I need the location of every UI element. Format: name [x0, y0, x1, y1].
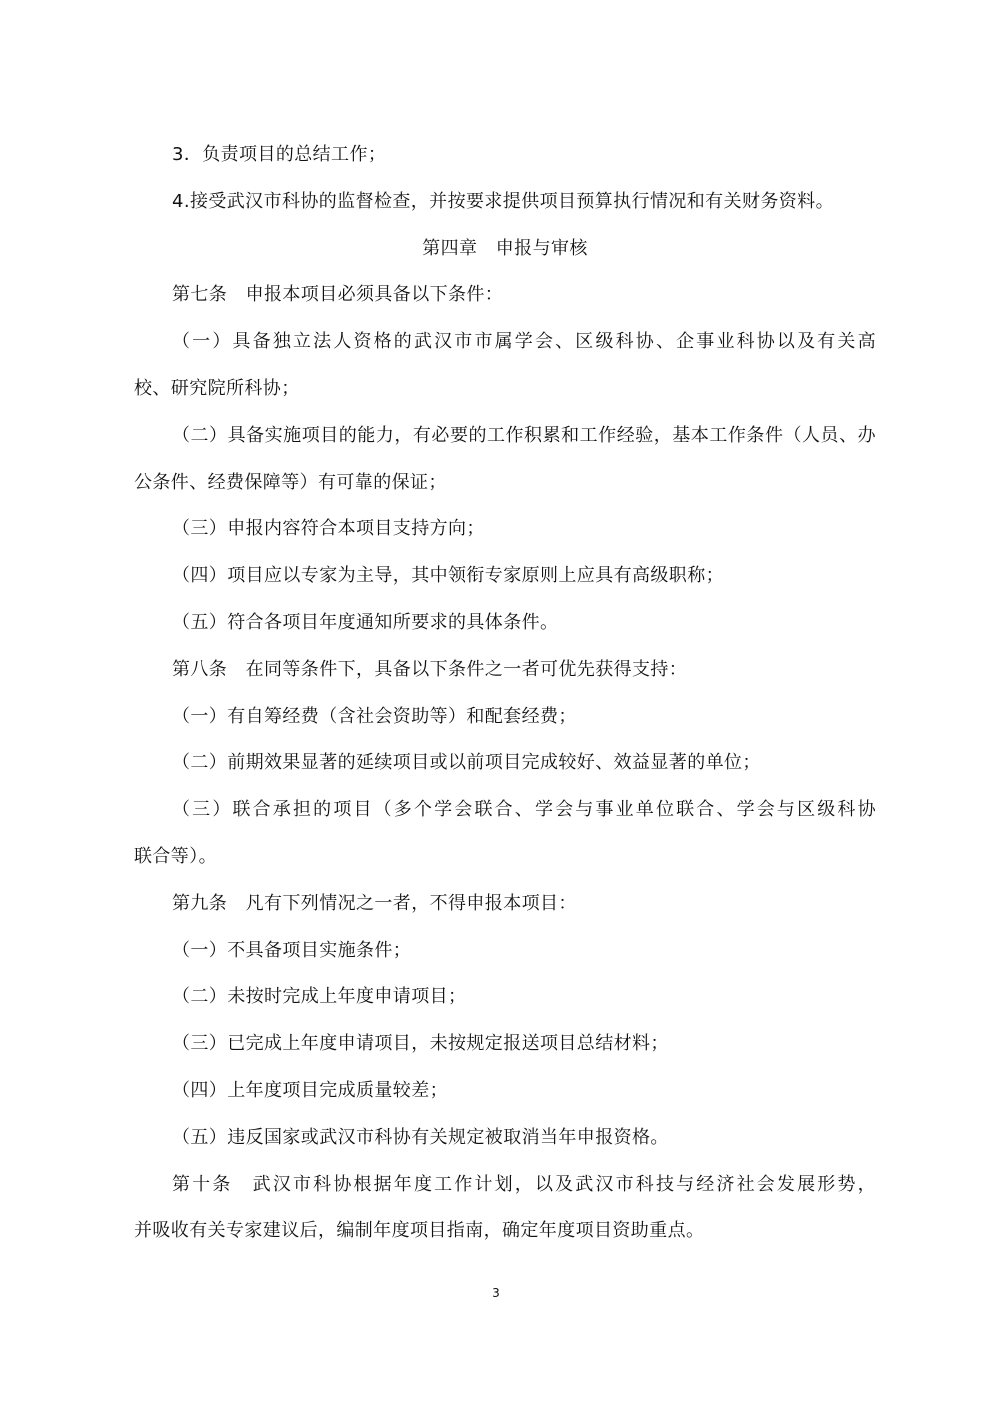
document-body: [134, 132, 876, 1255]
text-line-10: （四）项目应以专家为主导，其中领衔专家原则上应具有高级职称；: [172, 565, 724, 587]
text-line-1: 3．负责项目的总结工作；: [172, 144, 387, 165]
text-line-13: （一）有自筹经费（含社会资助等）和配套经费；: [172, 705, 577, 727]
page-number: 3: [492, 1286, 500, 1300]
article-7-heading: 第七条 申报本项目必须具备以下条件：: [172, 284, 504, 306]
text-line-22: （五）违反国家或武汉市科协有关规定被取消当年申报资格。: [172, 1126, 669, 1148]
text-line-7: （二）具备实施项目的能力，有必要的工作积累和工作经验，基本工作条件（人员、办: [172, 424, 876, 446]
text-line-21: （四）上年度项目完成质量较差；: [172, 1079, 448, 1101]
article-10-heading: 第十条 武汉市科协根据年度工作计划，以及武汉市科技与经济社会发展形势，: [172, 1173, 876, 1195]
chapter-heading: 第四章 申报与审核: [422, 237, 588, 259]
text-line-6: 校、研究院所科协；: [134, 377, 300, 399]
text-line-2: 4.接受武汉市科协的监督检查，并按要求提供项目预算执行情况和有关财务资料。: [172, 190, 834, 212]
article-8-heading: 第八条 在同等条件下，具备以下条件之一者可优先获得支持：: [172, 658, 688, 680]
text-line-11: （五）符合各项目年度通知所要求的具体条件。: [172, 611, 559, 633]
article-9-heading: 第九条 凡有下列情况之一者，不得申报本项目：: [172, 892, 577, 914]
text-line-19: （二）未按时完成上年度申请项目；: [172, 986, 467, 1008]
text-line-5: （一）具备独立法人资格的武汉市市属学会、区级科协、企事业科协以及有关高: [172, 331, 876, 353]
text-line-16: 联合等）。: [134, 845, 217, 867]
text-line-8: 公条件、经费保障等）有可靠的保证；: [134, 471, 447, 493]
text-line-20: （三）已完成上年度申请项目，未按规定报送项目总结材料；: [172, 1033, 669, 1055]
text-line-15: （三）联合承担的项目（多个学会联合、学会与事业单位联合、学会与区级科协: [172, 799, 876, 821]
text-line-14: （二）前期效果显著的延续项目或以前项目完成较好、效益显著的单位；: [172, 752, 761, 774]
text-line-9: （三）申报内容符合本项目支持方向；: [172, 518, 485, 540]
text-line-18: （一）不具备项目实施条件；: [172, 939, 412, 961]
text-line-24: 并吸收有关专家建议后，编制年度项目指南，确定年度项目资助重点。: [134, 1220, 705, 1242]
